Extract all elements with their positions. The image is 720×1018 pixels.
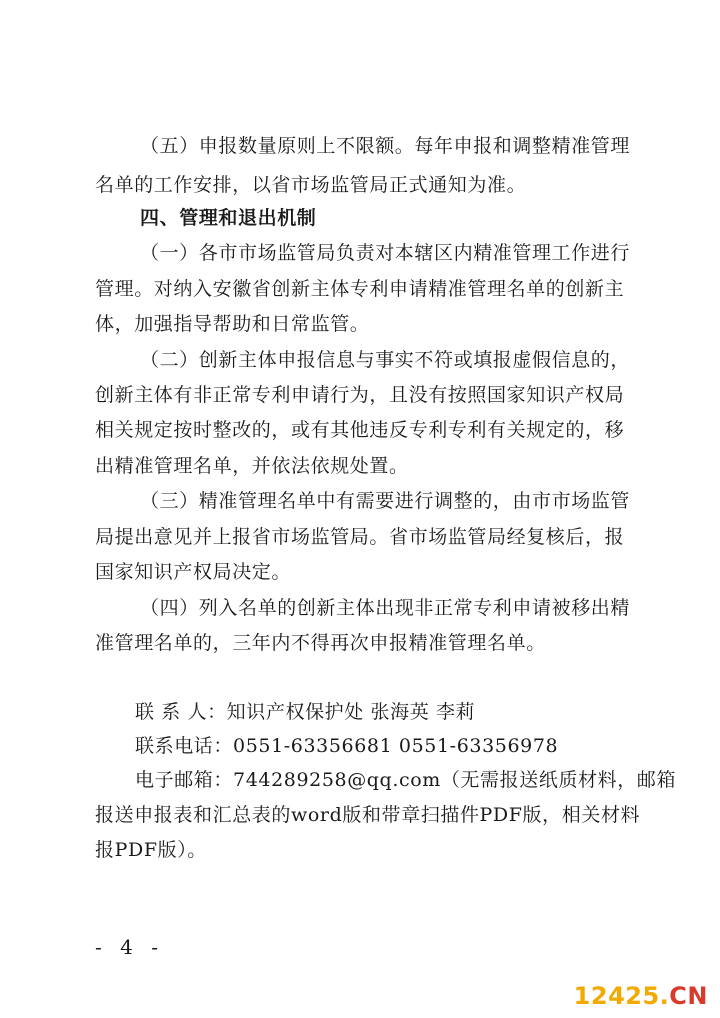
paragraph-2-line-1: （二）创新主体申报信息与事实不符或填报虚假信息的， <box>140 349 631 371</box>
paragraph-4-line-1: （四）列入名单的创新主体出现非正常专利申请被移出精 <box>140 597 631 619</box>
watermark-number: 12425 <box>573 982 660 1010</box>
paragraph-2-line-4: 出精准管理名单，并依法依规处置。 <box>95 455 409 477</box>
site-watermark <box>574 982 708 1010</box>
page-number: - 4 - <box>95 935 164 959</box>
contact-phone: 联系电话：0551-63356681 0551-63356978 <box>135 735 559 757</box>
paragraph-2-line-3: 相关规定按时整改的，或有其他违反专利专利有关规定的，移 <box>95 419 625 441</box>
watermark-dot: . <box>659 982 670 1010</box>
contact-person: 联 系 人：知识产权保护处 张海英 李莉 <box>135 701 476 723</box>
paragraph-1-line-3: 体，加强指导帮助和日常监管。 <box>95 313 370 335</box>
paragraph-3-line-1: （三）精准管理名单中有需要进行调整的，由市市场监管 <box>140 490 631 512</box>
watermark-suffix: CN <box>669 982 708 1010</box>
paragraph-4-line-2: 准管理名单的，三年内不得再次申报精准管理名单。 <box>95 632 546 654</box>
contact-email-line-3: 报PDF版）。 <box>95 839 207 861</box>
paragraph-3-line-3: 国家知识产权局决定。 <box>95 561 292 583</box>
contact-email-line-1: 电子邮箱：744289258@qq.com（无需报送纸质材料，邮箱 <box>135 769 677 791</box>
section-heading-management-exit: 四、管理和退出机制 <box>140 207 317 229</box>
paragraph-3-line-2: 局提出意见并上报省市场监管局。省市场监管局经复核后，报 <box>95 526 625 548</box>
contact-email-line-2: 报送申报表和汇总表的word版和带章扫描件PDF版，相关材料 <box>95 804 641 826</box>
paragraph-1-line-1: （一）各市市场监管局负责对本辖区内精准管理工作进行 <box>140 242 631 264</box>
paragraph-1-line-2: 管理。对纳入安徽省创新主体专利申请精准管理名单的创新主 <box>95 278 625 300</box>
paragraph-5-line-2: 名单的工作安排，以省市场监管局正式通知为准。 <box>95 174 527 196</box>
paragraph-5-line-1: （五）申报数量原则上不限额。每年申报和调整精准管理 <box>140 135 631 157</box>
paragraph-2-line-2: 创新主体有非正常专利申请行为，且没有按照国家知识产权局 <box>95 384 625 406</box>
